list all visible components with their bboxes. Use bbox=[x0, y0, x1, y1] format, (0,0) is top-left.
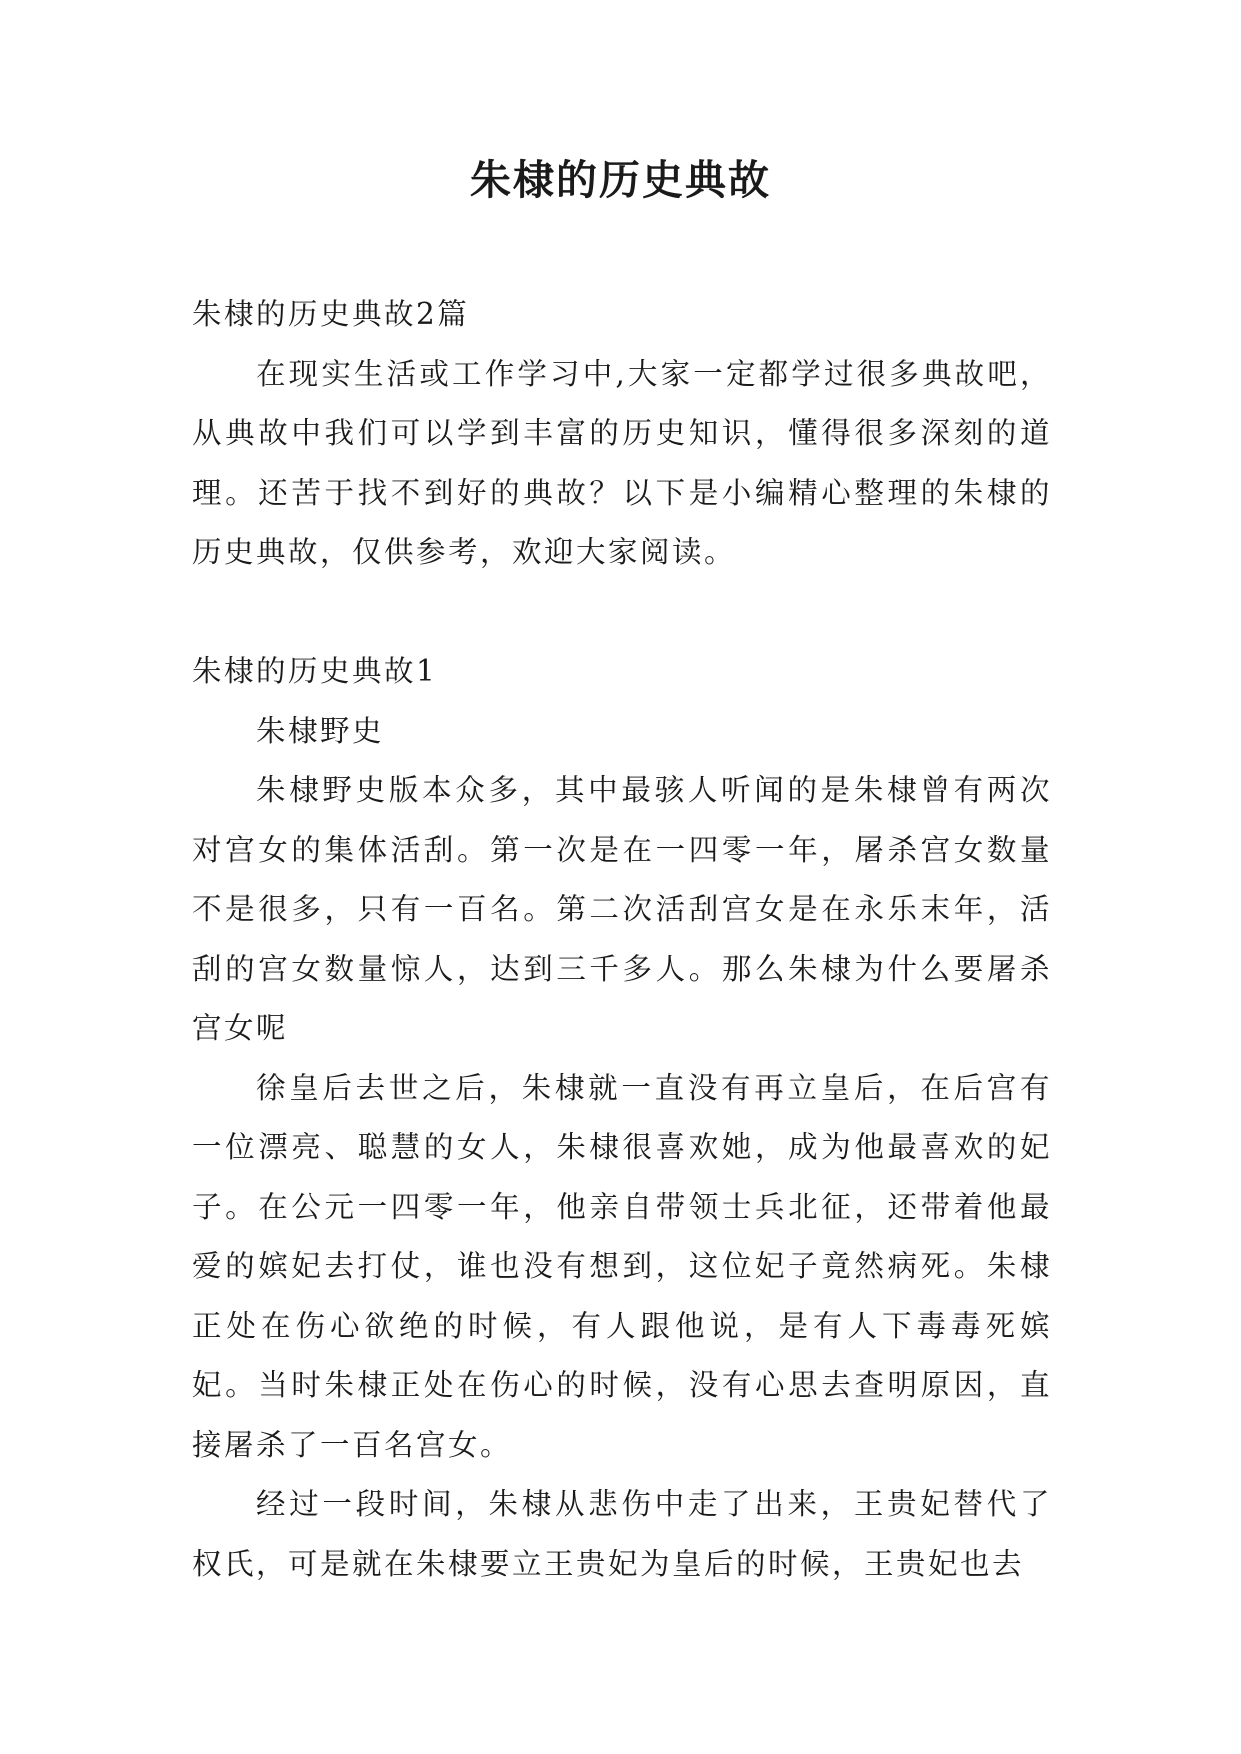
body-paragraph: 朱棣野史版本众多，其中最骇人听闻的是朱棣曾有两次对宫女的集体活刮。第一次是在一四零一年，屠杀宫女数量不是很多，只有一百名。第二次活刮宫女是在永乐末年，活刮的宫女数量惊人，达到三千多人。那么朱棣为什么要屠杀宫女呢 bbox=[192, 773, 1052, 1045]
body-paragraph: 经过一段时间，朱棣从悲伤中走了出来，王贵妃替代了权氏，可是就在朱棣要立王贵妃为皇后的时候，王贵妃也去 bbox=[192, 1487, 1052, 1581]
document-body bbox=[192, 285, 1052, 1594]
body-paragraph: 徐皇后去世之后，朱棣就一直没有再立皇后，在后宫有一位漂亮、聪慧的女人，朱棣很喜欢她，成为他最喜欢的妃子。在公元一四零一年，他亲自带领士兵北征，还带着他最爱的嫔妃去打仗，谁也没有想到，这位妃子竟然病死。朱棣正处在伤心欲绝的时候，有人跟他说，是有人下毒毒死嫔妃。当时朱棣正处在伤心的时候，没有心思去查明原因，直接屠杀了一百名宫女。 bbox=[192, 1070, 1052, 1462]
section-heading: 朱棣的历史典故1 bbox=[192, 654, 438, 688]
document-subtitle: 朱棣的历史典故2篇 bbox=[192, 297, 470, 331]
document-title: 朱棣的历史典故 bbox=[470, 156, 771, 204]
paragraph-spacer bbox=[192, 583, 1052, 643]
story-title: 朱棣野史 bbox=[256, 713, 385, 748]
intro-paragraph: 在现实生活或工作学习中,大家一定都学过很多典故吧，从典故中我们可以学到丰富的历史知识，懂得很多深刻的道理。还苦于找不到好的典故？以下是小编精心整理的朱棣的历史典故，仅供参考，欢迎大家阅读。 bbox=[192, 356, 1052, 569]
